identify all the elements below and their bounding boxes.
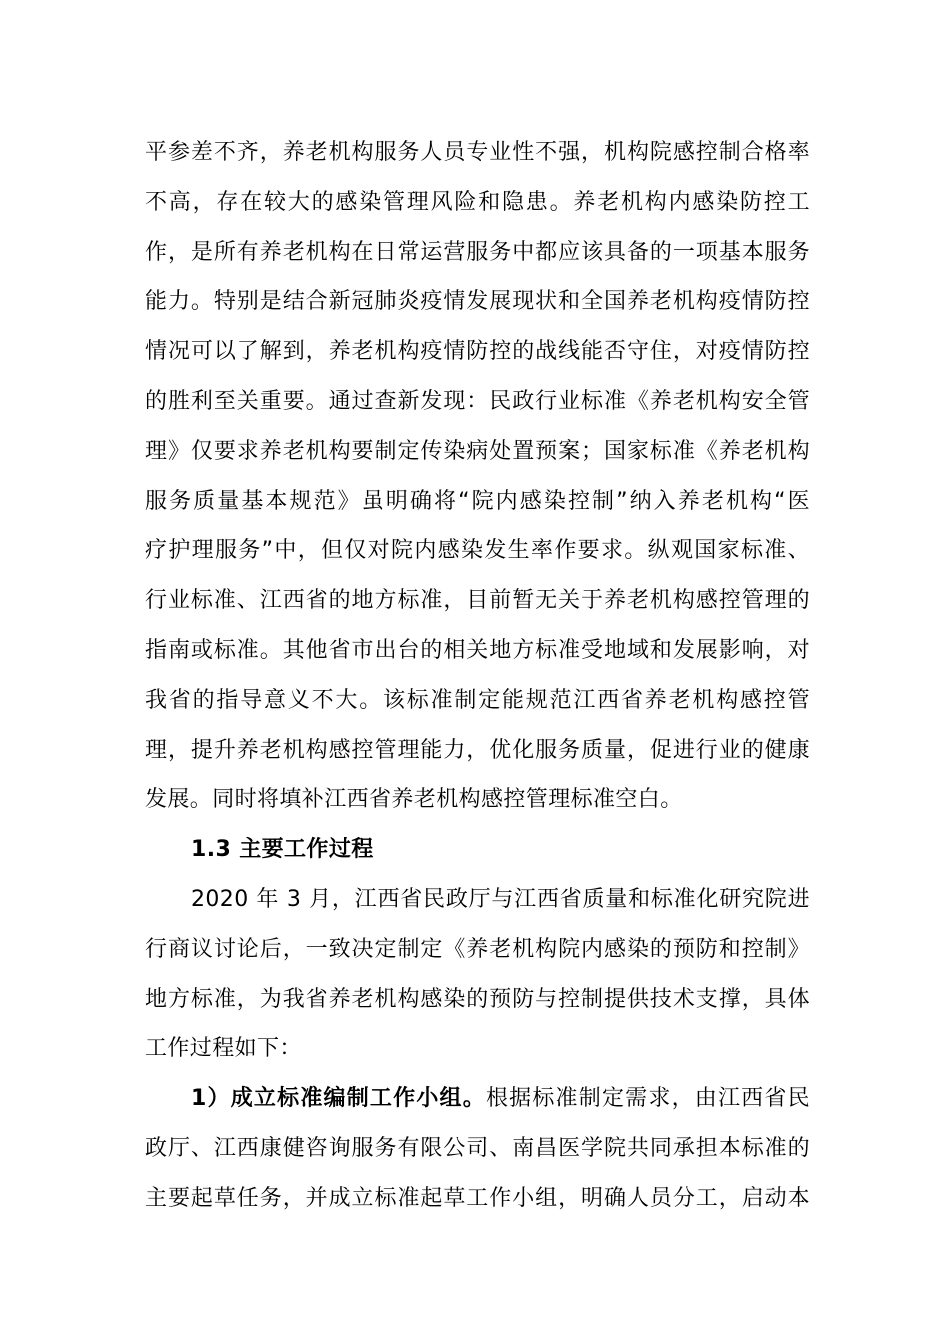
paragraph-text: 根据标准制定需求，由江西省民 bbox=[485, 1086, 810, 1112]
text-line: 工作过程如下： bbox=[145, 1036, 302, 1062]
paragraph-3 bbox=[145, 1074, 810, 1223]
text-line bbox=[145, 1074, 810, 1124]
text-line: 行业标准、江西省的地方标准，目前暂无关于养老机构感控管理的 bbox=[145, 588, 810, 614]
document-body bbox=[145, 128, 810, 1224]
text-line: 不高，存在较大的感染管理风险和隐患。养老机构内感染防控工 bbox=[145, 189, 810, 215]
text-line: 理》仅要求养老机构要制定传染病处置预案；国家标准《养老机构 bbox=[145, 438, 810, 464]
text-line: 平参差不齐，养老机构服务人员专业性不强，机构院感控制合格率 bbox=[145, 140, 810, 165]
text-line: 政厅、江西康健咨询服务有限公司、南昌医学院共同承担本标准的 bbox=[145, 1135, 810, 1161]
text-line: 能力。特别是结合新冠肺炎疫情发展现状和全国养老机构疫情防控 bbox=[145, 289, 810, 315]
text-line: 我省的指导意义不大。该标准制定能规范江西省养老机构感控管 bbox=[145, 687, 810, 713]
section-heading: 1.3 主要工作过程 bbox=[191, 837, 374, 863]
text-line: 服务质量基本规范》虽明确将“院内感染控制”纳入养老机构“医 bbox=[145, 488, 810, 514]
text-line: 主要起草任务，并成立标准起草工作小组，明确人员分工，启动本 bbox=[145, 1185, 810, 1211]
paragraph-1 bbox=[145, 128, 810, 825]
text-line: 理，提升养老机构感控管理能力，优化服务质量，促进行业的健康 bbox=[145, 737, 810, 763]
text-line: 行商议讨论后，一致决定制定《养老机构院内感染的预防和控制》 bbox=[145, 936, 810, 962]
text-line: 2020 年 3 月，江西省民政厅与江西省质量和标准化研究院进 bbox=[191, 886, 810, 912]
text-line: 的胜利至关重要。通过查新发现：民政行业标准《养老机构安全管 bbox=[145, 388, 810, 414]
text-line: 疗护理服务”中，但仅对院内感染发生率作要求。纵观国家标准、 bbox=[145, 538, 810, 564]
text-line: 发展。同时将填补江西省养老机构感控管理标准空白。 bbox=[145, 787, 683, 813]
text-line: 情况可以了解到，养老机构疫情防控的战线能否守住，对疫情防控 bbox=[145, 339, 810, 365]
text-line: 地方标准，为我省养老机构感染的预防与控制提供技术支撑，具体 bbox=[145, 986, 810, 1012]
text-line: 指南或标准。其他省市出台的相关地方标准受地域和发展影响，对 bbox=[145, 637, 810, 663]
paragraph-lead: 1）成立标准编制工作小组。 bbox=[191, 1086, 486, 1112]
paragraph-2 bbox=[145, 875, 810, 1074]
text-line: 作，是所有养老机构在日常运营服务中都应该具备的一项基本服务 bbox=[145, 239, 810, 265]
